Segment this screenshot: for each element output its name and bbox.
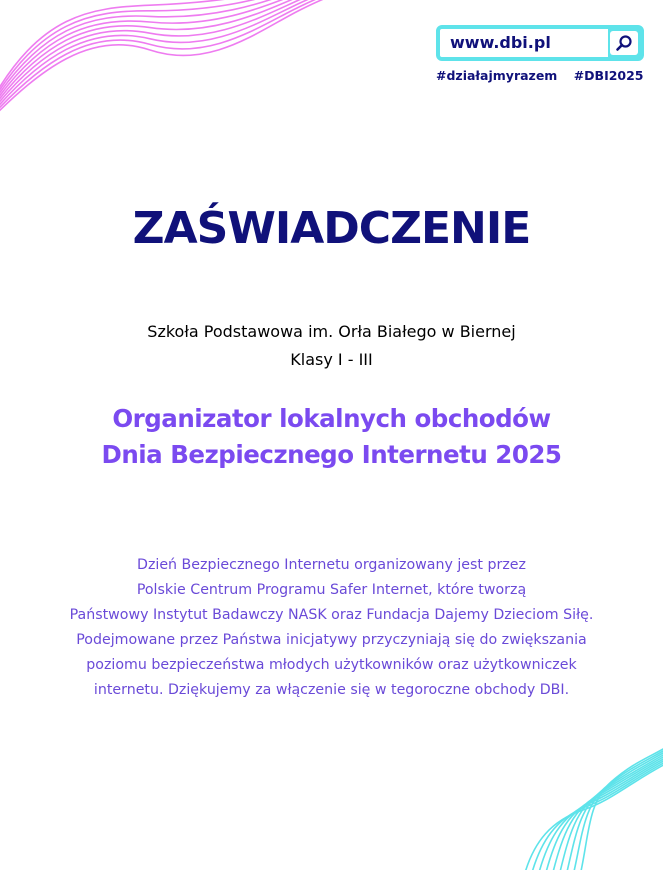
body-line: Polskie Centrum Programu Safer Internet, które tworzą <box>136 582 527 598</box>
pink-wave-line <box>0 0 370 107</box>
pink-wave-line <box>0 0 370 112</box>
search-box <box>436 25 644 61</box>
cyan-wave-line <box>565 747 663 870</box>
cyan-wave-lines-icon <box>513 740 663 870</box>
search-input[interactable] <box>440 29 606 57</box>
pink-wave-line <box>0 0 370 110</box>
school-classes: Klasy I - III <box>290 350 373 369</box>
body-line: Dzień Bezpiecznego Internetu organizowany jest przez <box>137 557 526 573</box>
cyan-wave-line <box>537 756 663 870</box>
cyan-wave-line <box>572 745 663 870</box>
pink-wave-line <box>0 0 370 120</box>
pink-wave-line <box>0 0 370 105</box>
pink-wave-line <box>0 0 370 103</box>
search-icon <box>615 34 633 52</box>
pink-wave-lines-icon <box>0 0 370 130</box>
body-line: Podejmowane przez Państwa inicjatywy przyczyniają się do zwiększania <box>76 632 587 648</box>
pink-wave-line <box>0 0 370 118</box>
hashtag-dbi2025: #DBI2025 <box>573 68 644 83</box>
document-title: ZAŚWIADCZENIE <box>132 203 531 254</box>
cyan-wave-line <box>551 752 663 870</box>
school-block <box>0 318 663 374</box>
pink-wave-line <box>0 0 370 114</box>
subtitle-line: Dnia Bezpiecznego Internetu 2025 <box>101 440 562 469</box>
cyan-wave-line <box>544 754 663 870</box>
search-button-face <box>610 31 638 55</box>
body-paragraph <box>20 553 643 703</box>
cyan-wave-line <box>530 758 663 870</box>
subtitle-line: Organizator lokalnych obchodów <box>112 404 551 433</box>
cyan-wave-line <box>523 760 663 870</box>
cyan-wave-line <box>558 750 663 870</box>
hashtags <box>436 68 656 83</box>
hashtag-dzialajmyrazem: #działajmyrazem <box>436 68 558 83</box>
body-line: poziomu bezpieczeństwa młodych użytkowników oraz użytkowniczek <box>86 657 577 673</box>
body-line: Państwowy Instytut Badawczy NASK oraz Fundacja Dajemy Dzieciom Siłę. <box>69 607 594 623</box>
school-name: Szkoła Podstawowa im. Orła Białego w Biernej <box>147 322 516 341</box>
cyan-wave-line <box>579 743 663 870</box>
body-line: internetu. Dziękujemy za włączenie się w tegoroczne obchody DBI. <box>93 682 570 698</box>
search-button[interactable] <box>608 29 640 57</box>
subtitle-block <box>0 401 663 473</box>
pink-wave-line <box>0 0 370 116</box>
